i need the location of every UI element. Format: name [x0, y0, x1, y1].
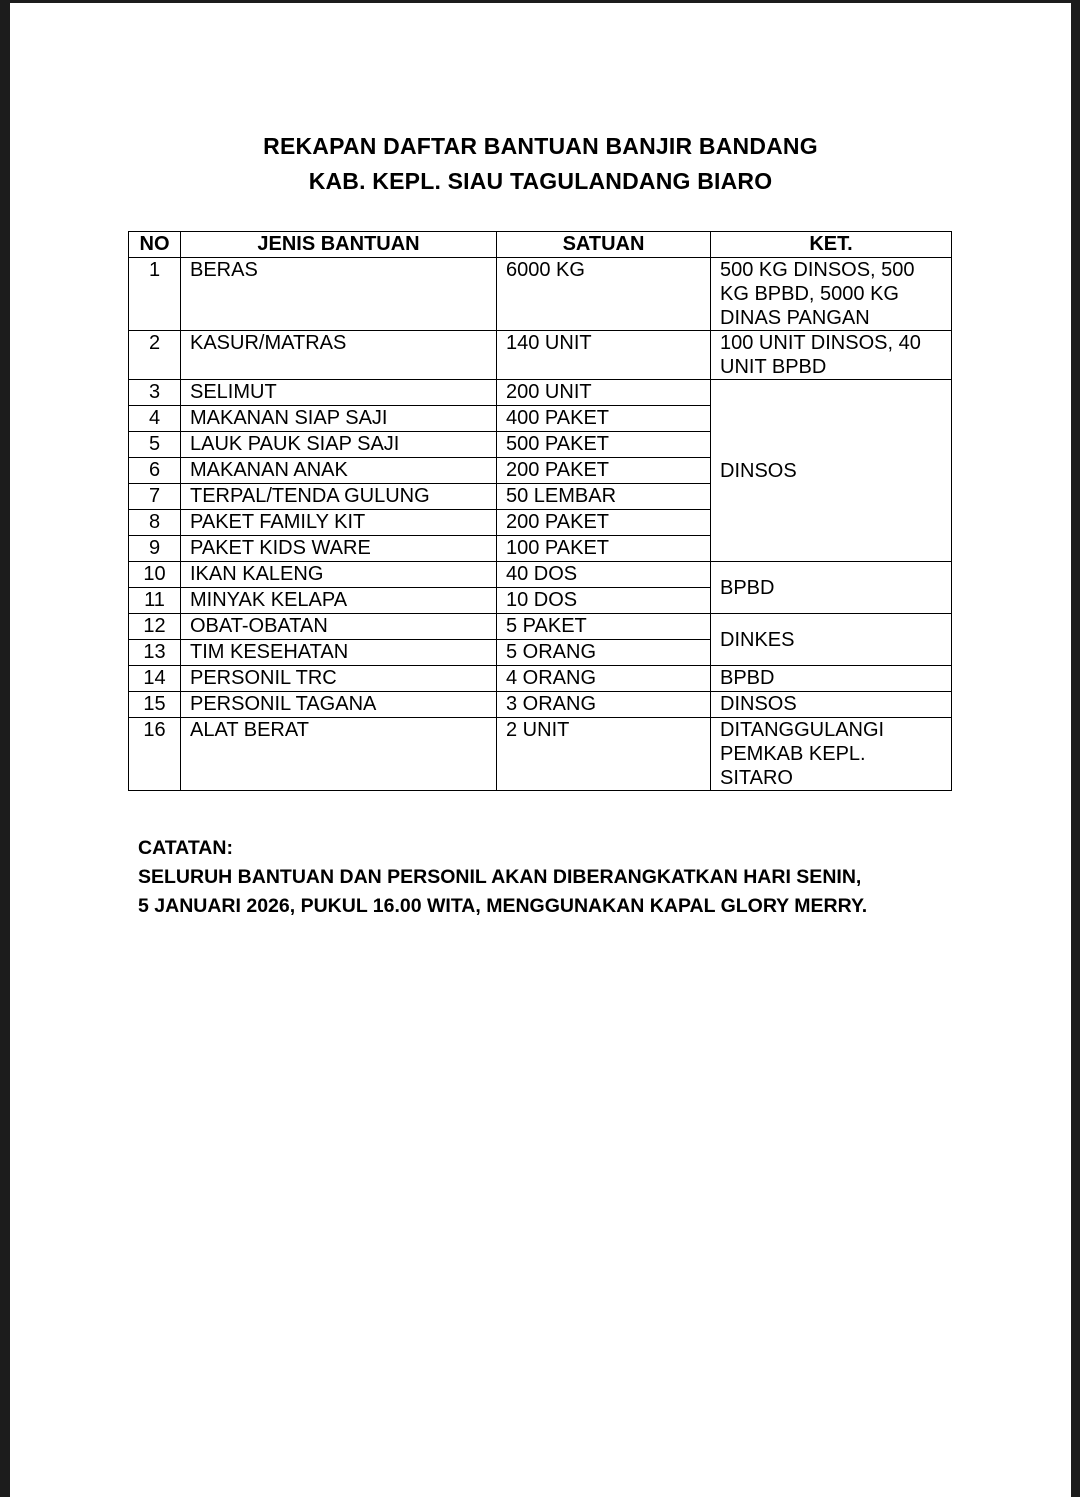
cell-jenis: PAKET FAMILY KIT: [181, 510, 497, 536]
cell-jenis: TIM KESEHATAN: [181, 640, 497, 666]
cell-no: 11: [129, 588, 181, 614]
cell-satuan: 4 ORANG: [497, 666, 711, 692]
note-section: [138, 834, 941, 921]
cell-ket: [711, 331, 952, 380]
cell-jenis: PAKET KIDS WARE: [181, 536, 497, 562]
cell-no: 6: [129, 458, 181, 484]
cell-jenis: MAKANAN SIAP SAJI: [181, 406, 497, 432]
cell-no: 9: [129, 536, 181, 562]
cell-no: 1: [129, 258, 181, 331]
cell-satuan: 2 UNIT: [497, 718, 711, 791]
cell-no: 2: [129, 331, 181, 380]
cell-satuan: 500 PAKET: [497, 432, 711, 458]
cell-jenis: SELIMUT: [181, 380, 497, 406]
table-header-row: [129, 232, 952, 258]
table-row: [129, 258, 952, 331]
cell-no: 14: [129, 666, 181, 692]
cell-no: 10: [129, 562, 181, 588]
table-row: [129, 331, 952, 380]
cell-jenis: PERSONIL TRC: [181, 666, 497, 692]
table-row: [129, 380, 952, 406]
cell-satuan: 50 LEMBAR: [497, 484, 711, 510]
ket-line: UNIT BPBD: [720, 356, 827, 378]
ket-line: PEMKAB KEPL.: [720, 743, 866, 765]
header-satuan: SATUAN: [497, 232, 711, 258]
ket-line: 100 UNIT DINSOS, 40: [720, 332, 921, 354]
cell-satuan: 140 UNIT: [497, 331, 711, 380]
cell-no: 13: [129, 640, 181, 666]
cell-jenis: KASUR/MATRAS: [181, 331, 497, 380]
cell-jenis: TERPAL/TENDA GULUNG: [181, 484, 497, 510]
cell-no: 16: [129, 718, 181, 791]
cell-satuan: 3 ORANG: [497, 692, 711, 718]
note-line: SELURUH BANTUAN DAN PERSONIL AKAN DIBERANGKATKAN HARI SENIN,: [138, 866, 862, 888]
cell-jenis: OBAT-OBATAN: [181, 614, 497, 640]
table-row: [129, 692, 952, 718]
cell-no: 4: [129, 406, 181, 432]
cell-satuan: 200 PAKET: [497, 510, 711, 536]
table-row: [129, 614, 952, 640]
cell-no: 5: [129, 432, 181, 458]
cell-ket: DINSOS: [711, 692, 952, 718]
ket-line: 500 KG DINSOS, 500: [720, 259, 915, 281]
cell-ket: BPBD: [711, 666, 952, 692]
ket-line: DINAS PANGAN: [720, 307, 870, 329]
header-no: NO: [129, 232, 181, 258]
header-jenis-bantuan: JENIS BANTUAN: [181, 232, 497, 258]
document-subtitle: KAB. KEPL. SIAU TAGULANDANG BIARO: [308, 168, 773, 194]
ket-line: DITANGGULANGI: [720, 719, 885, 741]
aid-table: [128, 231, 952, 791]
cell-ket: [711, 258, 952, 331]
cell-ket: DINSOS: [711, 380, 952, 562]
header-ket: KET.: [711, 232, 952, 258]
document-page: [10, 3, 1071, 1497]
cell-satuan: 200 PAKET: [497, 458, 711, 484]
cell-jenis: PERSONIL TAGANA: [181, 692, 497, 718]
table-row: [129, 718, 952, 791]
cell-jenis: LAUK PAUK SIAP SAJI: [181, 432, 497, 458]
cell-ket: BPBD: [711, 562, 952, 614]
cell-no: 7: [129, 484, 181, 510]
note-line: 5 JANUARI 2026, PUKUL 16.00 WITA, MENGGUNAKAN KAPAL GLORY MERRY.: [138, 895, 868, 917]
cell-satuan: 5 PAKET: [497, 614, 711, 640]
cell-ket: [711, 718, 952, 791]
cell-satuan: 40 DOS: [497, 562, 711, 588]
cell-no: 15: [129, 692, 181, 718]
table-row: [129, 666, 952, 692]
cell-jenis: BERAS: [181, 258, 497, 331]
document-title: REKAPAN DAFTAR BANTUAN BANJIR BANDANG: [263, 133, 818, 159]
table-row: [129, 562, 952, 588]
cell-satuan: 400 PAKET: [497, 406, 711, 432]
cell-jenis: MINYAK KELAPA: [181, 588, 497, 614]
cell-satuan: 6000 KG: [497, 258, 711, 331]
cell-satuan: 200 UNIT: [497, 380, 711, 406]
cell-jenis: MAKANAN ANAK: [181, 458, 497, 484]
cell-jenis: ALAT BERAT: [181, 718, 497, 791]
cell-satuan: 5 ORANG: [497, 640, 711, 666]
ket-line: SITARO: [720, 767, 793, 789]
cell-satuan: 100 PAKET: [497, 536, 711, 562]
cell-no: 12: [129, 614, 181, 640]
cell-no: 8: [129, 510, 181, 536]
cell-jenis: IKAN KALENG: [181, 562, 497, 588]
ket-line: KG BPBD, 5000 KG: [720, 283, 899, 305]
note-heading: CATATAN:: [138, 837, 233, 859]
cell-satuan: 10 DOS: [497, 588, 711, 614]
cell-no: 3: [129, 380, 181, 406]
cell-ket: DINKES: [711, 614, 952, 666]
